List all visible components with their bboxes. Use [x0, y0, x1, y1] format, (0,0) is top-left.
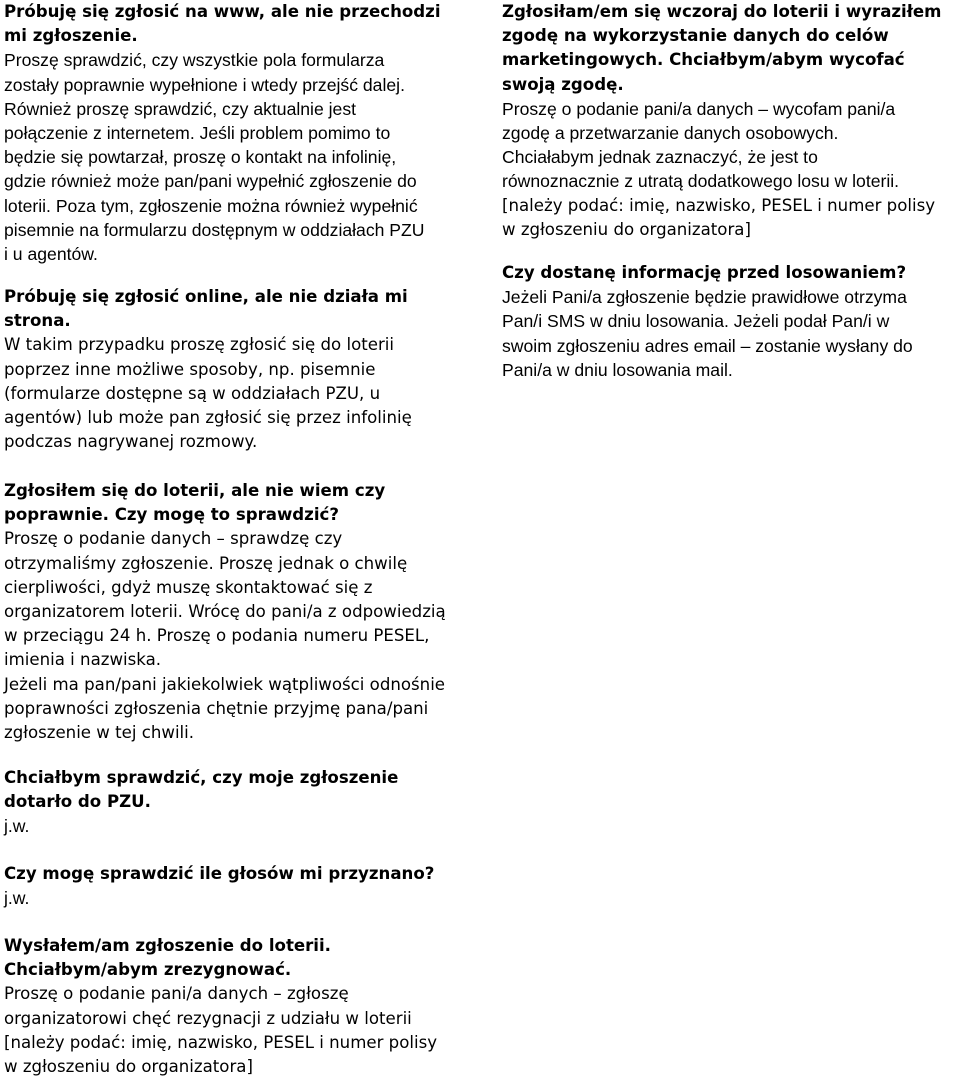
- faq-answer: Proszę sprawdzić, czy wszystkie pola formularza zostały poprawnie wypełnione i wtedy przejść dalej. Również proszę sprawdzić, czy aktualnie jest połączenie z internetem. Jeśli problem pomimo to będzie się powtarzał, proszę o kontakt na infolinię, gdzie również może pan/pani wypełnić zgłoszenie do loterii. Poza tym, zgłoszenie można również wypełnić pisemnie na formularzu dostępnym w oddziałach PZU i u agentów.: [4, 50, 425, 265]
- faq-answer: j.w.: [4, 816, 30, 837]
- faq-section: [4, 862, 434, 910]
- faq-section: [4, 479, 446, 745]
- faq-answer: W takim przypadku proszę zgłosić się do loterii poprzez inne możliwe sposoby, np. pisemnie (formularze dostępne są w oddziałach PZU, u agentów) lub może pan zgłosić się przez infolinię podczas nagrywanej rozmowy.: [4, 335, 412, 452]
- faq-answer: Proszę o podanie pani/a danych – wycofam pani/a zgodę a przetwarzanie danych osobowych. Chciałabym jednak zaznaczyć, że jest to równoznacznie z utratą dodatkowego losu w loterii. [należy podać: imię, nazwisko, PESEL i numer polisy w zgłoszeniu do organizatora]: [502, 98, 936, 239]
- faq-section: [4, 285, 412, 454]
- faq-section: [4, 934, 437, 1079]
- faq-question: Czy mogę sprawdzić ile głosów mi przyznano?: [4, 864, 435, 883]
- faq-section: [4, 0, 441, 266]
- faq-answer: Jeżeli Pani/a zgłoszenie będzie prawidłowe otrzyma Pan/i SMS w dniu losowania. Jeżeli podał Pan/i w swoim zgłoszeniu adres email – zostanie wysłany do Pani/a w dniu losowania mail.: [502, 287, 913, 380]
- faq-answer: Proszę o podanie danych – sprawdzę czy otrzymaliśmy zgłoszenie. Proszę jednak o chwilę cierpliwości, gdyż muszę skontaktować się z organizatorem loterii. Wrócę do pani/a z odpowiedzią w przeciągu 24 h. Proszę o podania numeru PESEL, imienia i nazwiska. Jeżeli ma pan/pani jakiekolwiek wątpliwości odnośnie poprawności zgłoszenia chętnie przyjmę pana/pani zgłoszenie w tej chwili.: [4, 529, 446, 743]
- faq-question: Zgłosiłam/em się wczoraj do loterii i wyraziłem zgodę na wykorzystanie danych do celów marketingowych. Chciałbym/abym wycofać swoją zgodę.: [502, 2, 942, 94]
- faq-question: Próbuję się zgłosić online, ale nie działa mi strona.: [4, 287, 408, 331]
- faq-section: [4, 766, 398, 839]
- faq-section: [502, 0, 941, 242]
- faq-question: Zgłosiłem się do loterii, ale nie wiem czy poprawnie. Czy mogę to sprawdzić?: [4, 481, 386, 525]
- faq-question: Chciałbym sprawdzić, czy moje zgłoszenie dotarło do PZU.: [4, 768, 399, 812]
- faq-answer: j.w.: [4, 888, 30, 909]
- faq-answer: Proszę o podanie pani/a danych – zgłoszę organizatorowi chęć rezygnacji z udziału w loterii [należy podać: imię, nazwisko, PESEL i numer polisy w zgłoszeniu do organizatora]: [4, 984, 438, 1077]
- faq-question: Czy dostanę informację przed losowaniem?: [502, 263, 907, 282]
- faq-question: Próbuję się zgłosić na www, ale nie przechodzi mi zgłoszenie.: [4, 2, 441, 46]
- faq-question: Wysłałem/am zgłoszenie do loterii. Chciałbym/abym zrezygnować.: [4, 936, 331, 980]
- faq-section: [502, 261, 913, 382]
